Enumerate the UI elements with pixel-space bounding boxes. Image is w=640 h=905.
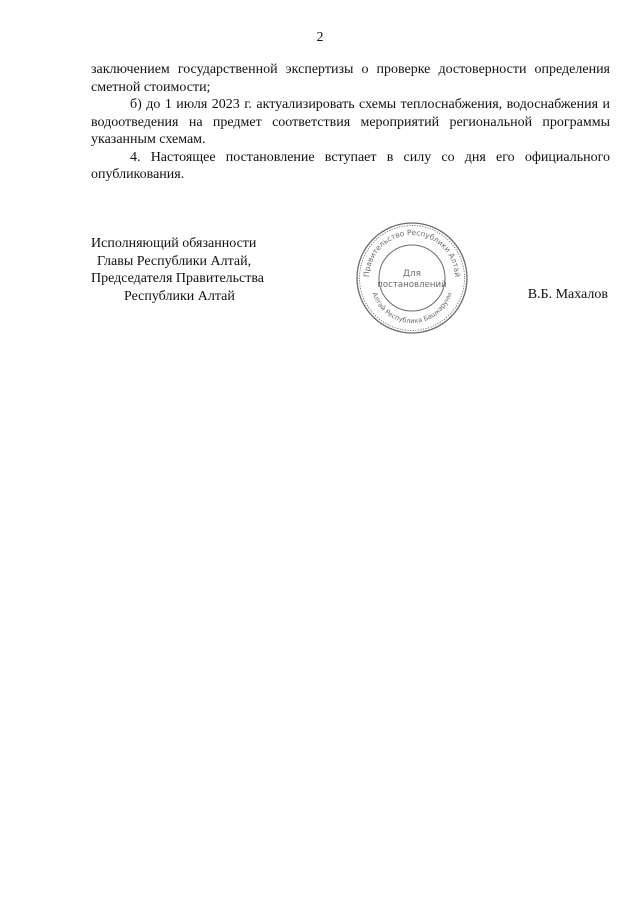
signatory-title-line: Республики Алтай bbox=[124, 288, 235, 304]
signatory-title-line: Главы Республики Алтай, bbox=[97, 253, 252, 269]
document-body bbox=[91, 61, 610, 184]
page-number: 2 bbox=[316, 30, 324, 45]
seal-center-text: постановлений bbox=[377, 280, 447, 290]
seal-graphic bbox=[355, 221, 469, 335]
paragraph-continuation: заключением государственной экспертизы о проверке достоверности определения сметной стоимости; bbox=[91, 62, 610, 95]
seal-ring-text-bottom: Алтай Республика Башкаруны bbox=[370, 291, 454, 326]
seal-ring-text-top: Правительство Республики Алтай bbox=[361, 227, 463, 278]
signatory-title-line: Председателя Правительства bbox=[91, 271, 265, 286]
signatory-name: В.Б. Махалов bbox=[527, 287, 608, 302]
seal-center-text: Для bbox=[402, 269, 422, 279]
paragraph-item-b: б) до 1 июля 2023 г. актуализировать схемы теплоснабжения, водоснабжения и водоотведения на предмет соответствия мероприятий региональной программы указанным схемам. bbox=[91, 97, 610, 147]
official-seal bbox=[355, 221, 469, 335]
paragraph-item-4: 4. Настоящее постановление вступает в силу со дня его официального опубликования. bbox=[91, 149, 610, 182]
signatory-title-line: Исполняющий обязанности bbox=[91, 236, 257, 251]
signatory-title bbox=[91, 235, 264, 305]
